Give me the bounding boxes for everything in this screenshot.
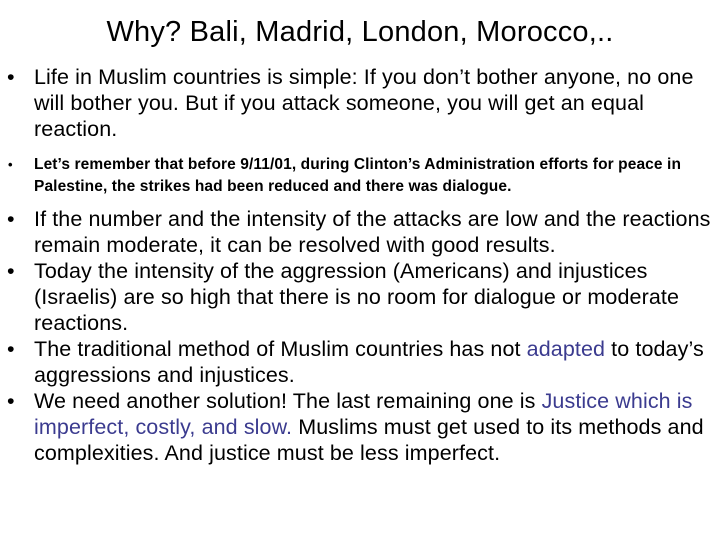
bullet-item: [0, 388, 720, 466]
highlighted-text: adapted: [526, 337, 606, 361]
bullet-item-small: [0, 154, 720, 198]
bullet-text-start: We need another solution! The last remaining one is: [34, 389, 542, 413]
bullet-item: [0, 206, 720, 258]
bullet-text: Let’s remember that before 9/11/01, during Clinton’s Administration efforts for peace in Palestine, the strikes had been reduced and there was dialogue.: [34, 156, 682, 195]
bullet-text: Life in Muslim countries is simple: If you don’t bother anyone, no one will bother you. But if you attack someone, you will get an equal reaction.: [34, 65, 694, 141]
bullet-dot-icon: •: [7, 389, 15, 413]
bullet-text: If the number and the intensity of the attacks are low and the reactions remain moderate, it can be resolved with good results.: [34, 207, 711, 257]
bullet-item: [0, 64, 720, 142]
slide-title: Why? Bali, Madrid, London, Morocco,..: [106, 16, 614, 48]
bullet-dot-icon: •: [7, 207, 15, 231]
highlighted-text: Justice which is imperfect, costly, and slow.: [34, 389, 693, 439]
bullet-list: [0, 64, 720, 466]
bullet-text-end: Muslims must get used to its methods and complexities. And justice must be less imperfect.: [34, 415, 704, 465]
bullet-item: [0, 258, 720, 336]
bullet-dot-icon: •: [7, 259, 15, 283]
bullet-text: Today the intensity of the aggression (Americans) and injustices (Israelis) are so high that there is no room for dialogue or moderate reactions.: [34, 259, 680, 335]
bullet-dot-icon: •: [7, 337, 15, 361]
bullet-item: [0, 336, 720, 388]
bullet-text-start: The traditional method of Muslim countries has not: [34, 337, 527, 361]
bullet-dot-icon: •: [7, 65, 15, 89]
bullet-text-end: to today’s aggressions and injustices.: [34, 337, 704, 387]
bullet-dot-icon: •: [8, 157, 13, 172]
